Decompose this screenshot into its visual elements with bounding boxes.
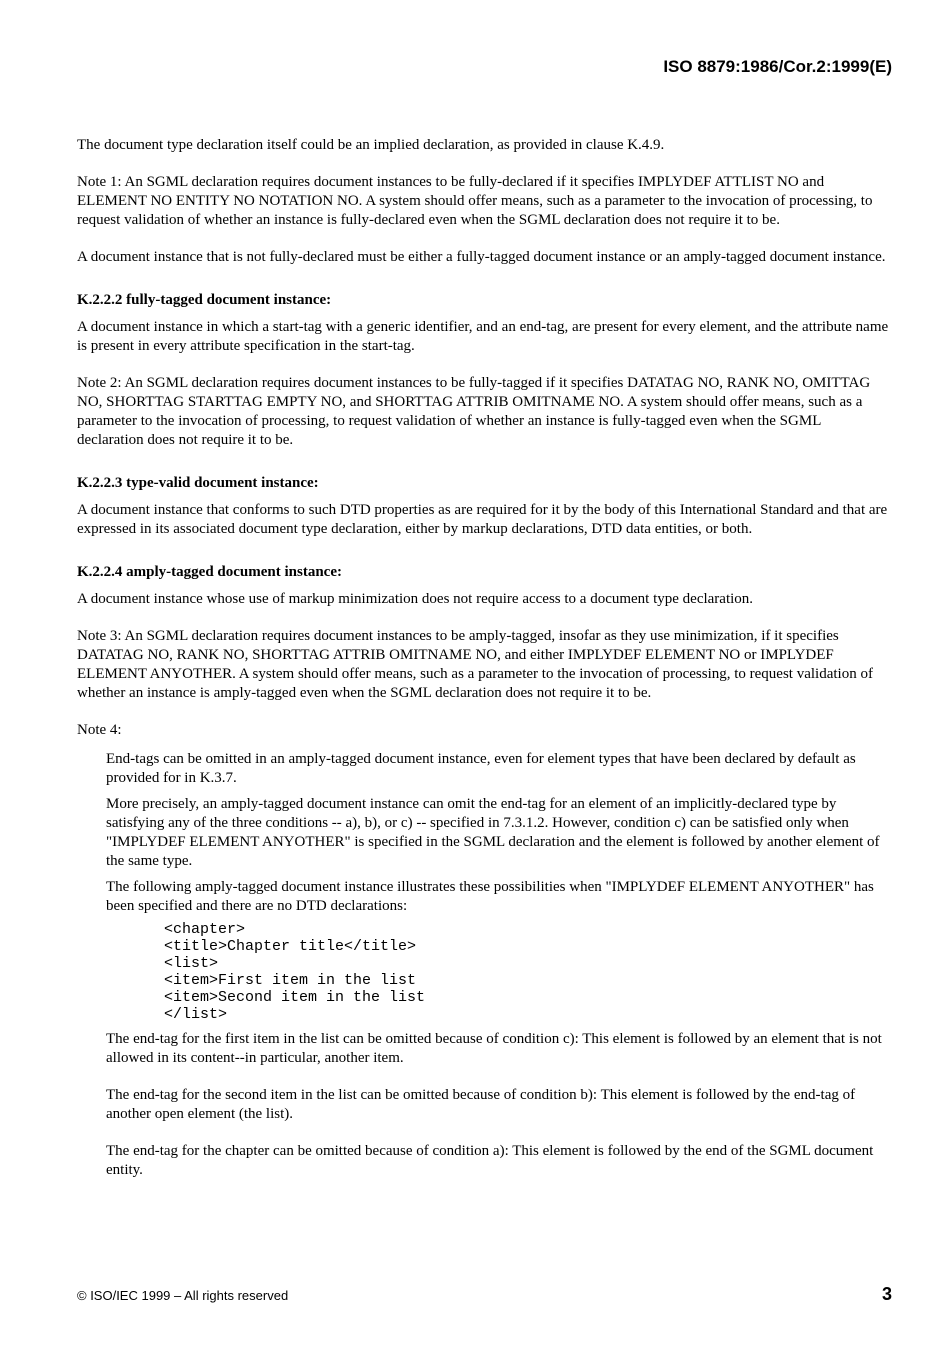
paragraph-not-fully-declared: A document instance that is not fully-declared must be either a fully-tagged document instance or an amply-tagged document instance.	[77, 249, 886, 265]
note-4-label: Note 4:	[77, 722, 122, 738]
definition-k222: A document instance in which a start-tag with a generic identifier, and an end-tag, are present for every element, and the attribute name is present in every attribute specification in the start-tag.	[77, 319, 889, 354]
note-3: Note 3: An SGML declaration requires document instances to be amply-tagged, insofar as they use minimization, if it specifies DATATAG NO, RANK NO, SHORTTAG ATTRIB OMITNAME NO, and either IMPLYDEF ELEMENT NO or IMPLYDEF ELEMENT ANYOTHER. A system should offer means, such as a parameter to the invocation of processing, to request validation of whether an instance is amply-tagged even when the SGML declaration does not require it to be.	[77, 628, 873, 701]
document-id-header: ISO 8879:1986/Cor.2:1999(E)	[663, 57, 892, 76]
section-heading-k223: K.2.2.3 type-valid document instance:	[77, 475, 319, 491]
paragraph-implied-declaration: The document type declaration itself could be an implied declaration, as provided in clause K.4.9.	[77, 137, 665, 153]
note-4-paragraph-3: The following amply-tagged document instance illustrates these possibilities when "IMPLYDEF ELEMENT ANYOTHER" has been specified and there are no DTD declarations:	[106, 879, 874, 914]
note-4-paragraph-6: The end-tag for the chapter can be omitted because of condition a): This element is followed by the end of the SGML document entity.	[106, 1143, 874, 1178]
code-line: </list>	[164, 1006, 228, 1023]
page-number: 3	[881, 1284, 892, 1304]
section-heading-k222: K.2.2.2 fully-tagged document instance:	[77, 292, 332, 308]
definition-k224: A document instance whose use of markup minimization does not require access to a document type declaration.	[77, 591, 754, 607]
note-4-paragraph-1: End-tags can be omitted in an amply-tagged document instance, even for element types that have been declared by default as provided for in K.3.7.	[106, 751, 856, 786]
note-2: Note 2: An SGML declaration requires document instances to be fully-tagged if it specifies DATATAG NO, RANK NO, OMITTAG NO, SHORTTAG STARTTAG EMPTY NO, and SHORTTAG ATTRIB OMITNAME NO. A system should offer means, such as a parameter to the invocation of processing, to request validation of whether an instance is fully-tagged even when the SGML declaration does not require it to be.	[77, 375, 871, 448]
note-4-paragraph-4: The end-tag for the first item in the list can be omitted because of condition c): This element is followed by an element that is not allowed in its content--in particular, another item.	[106, 1031, 882, 1066]
section-heading-k224: K.2.2.4 amply-tagged document instance:	[77, 564, 342, 580]
code-line: <title>Chapter title</title>	[164, 938, 417, 955]
code-line: <chapter>	[164, 921, 246, 938]
copyright-notice: © ISO/IEC 1999 – All rights reserved	[77, 1288, 289, 1303]
page-body	[77, 136, 889, 1180]
note-4-paragraph-5: The end-tag for the second item in the list can be omitted because of condition b): This element is followed by the end-tag of another open element (the list).	[106, 1087, 856, 1122]
note-4-content	[77, 750, 889, 1180]
code-line: <list>	[164, 955, 219, 972]
code-example	[164, 921, 889, 1023]
definition-k223: A document instance that conforms to such DTD properties as are required for it by the body of this International Standard and that are expressed in its associated document type declaration, either by markup declarations, DTD data entities, or both.	[77, 502, 888, 537]
note-1: Note 1: An SGML declaration requires document instances to be fully-declared if it specifies IMPLYDEF ATTLIST NO and ELEMENT NO ENTITY NO NOTATION NO. A system should offer means, such as a parameter to the invocation of processing, to request validation of whether an instance is fully-declared even when the SGML declaration does not require it to be.	[77, 174, 873, 228]
code-line: <item>First item in the list	[164, 972, 417, 989]
note-4-paragraph-2: More precisely, an amply-tagged document instance can omit the end-tag for an element of an implicitly-declared type by satisfying any of the three conditions -- a), b), or c) -- specified in 7.3.1.2. However, condition c) can be satisfied only when "IMPLYDEF ELEMENT ANYOTHER" is specified in the SGML declaration and the element is followed by another element of the same type.	[106, 796, 880, 869]
code-line: <item>Second item in the list	[164, 989, 426, 1006]
